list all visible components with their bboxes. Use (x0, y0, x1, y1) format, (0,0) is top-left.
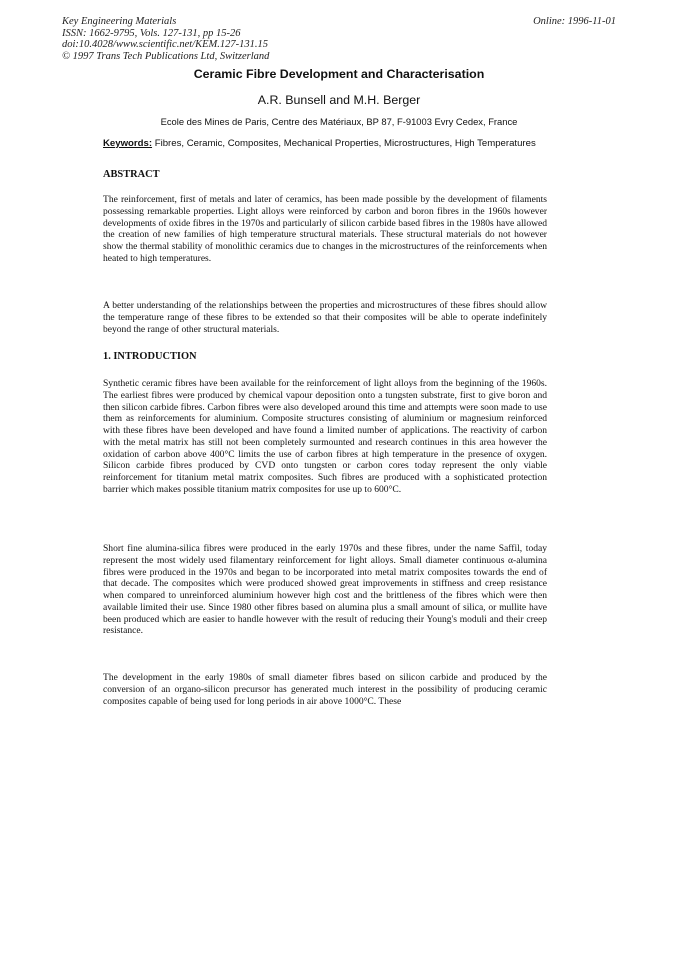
abstract-paragraph-1: The reinforcement, first of metals and later of ceramics, has been made possible by the development of filaments possessing remarkable properties. Light alloys were reinforced by carbon and boron fibres in the 1960s however developments of oxide fibres in the 1970s and particularly of silicon carbide based fibres in the 1980s have allowed the creation of new families of high temperature structural materials. These structural materials do not however show the thermal stability of monolithic ceramics due to changes in the microstructures of the reinforcements when heated to high temperatures. (103, 194, 547, 264)
introduction-paragraph-1: Synthetic ceramic fibres have been available for the reinforcement of light alloys from the beginning of the 1960s. The earliest fibres were produced by chemical vapour deposition onto a tungsten substrate, first to give boron and then silicon carbide fibres. Carbon fibres were also developed around this time and attempts were soon made to use them as reinforcements for aluminium. Composite structures consisting of aluminium or magnesium reinforced with these fibres have been developed and have found a limited number of applications. The reactivity of carbon with the metal matrix has still not been completely surmounted and research continues in this area however the oxidation of carbon above 400°C limits the use of carbon fibres at high temperature in the presence of oxygen. Silicon carbide fibres produced by CVD onto tungsten or carbon cores today represent the only viable reinforcement for titanium metal matrix composites. Such fibres are produced with a sophisticated protection barrier which makes possible titanium matrix composites for use up to 600°C. (103, 378, 547, 495)
affiliation: Ecole des Mines de Paris, Centre des Matériaux, BP 87, F-91003 Evry Cedex, France (160, 116, 518, 127)
copyright-line: © 1997 Trans Tech Publications Ltd, Switzerland (62, 50, 270, 62)
authors: A.R. Bunsell and M.H. Berger (257, 93, 421, 107)
keywords (103, 138, 547, 150)
introduction-paragraph-3: The development in the early 1980s of small diameter fibres based on silicon carbide and produced by the conversion of an organo-silicon precursor has generated much interest in the possibility of producing ceramic composites capable of being used for long periods in air above 1000°C. These (103, 672, 547, 707)
abstract-paragraph-2: A better understanding of the relationships between the properties and microstructures of these fibres should allow the temperature range of these fibres to be extended so that their composites will be able to operate indefinitely beyond the range of other structural materials. (103, 300, 547, 335)
abstract-heading: ABSTRACT (103, 169, 160, 180)
introduction-heading: 1. INTRODUCTION (103, 351, 197, 362)
paper-title: Ceramic Fibre Development and Characterisation (193, 67, 485, 81)
keywords-text: Fibres, Ceramic, Composites, Mechanical Properties, Microstructures, High Temperatures (154, 138, 536, 149)
online-date: Online: 1996-11-01 (533, 16, 616, 27)
journal-name: Key Engineering Materials (62, 16, 177, 27)
introduction-paragraph-2: Short fine alumina-silica fibres were produced in the early 1970s and these fibres, under the name Saffil, today represent the most widely used filamentary reinforcement for light alloys. Small diameter continuous α-alumina fibres were produced in the 1970s and began to be incorporated into metal matrix composites towards the end of that decade. The composites which were produced showed great improvements in stiffness and creep resistance when compared to unreinforced aluminium however high cost and the brittleness of the fibres which were then available limited their use. Since 1980 other fibres based on alumina plus a small amount of silica, or mullite have been produced which are easier to handle however with the result of reducing their Young's moduli and their creep resistance. (103, 543, 547, 637)
keywords-label: Keywords: (103, 138, 153, 149)
issn-line: ISSN: 1662-9795, Vols. 127-131, pp 15-26 (62, 27, 241, 39)
doi-line: doi:10.4028/www.scientific.net/KEM.127-131.15 (62, 39, 268, 51)
journal-header (62, 16, 269, 62)
